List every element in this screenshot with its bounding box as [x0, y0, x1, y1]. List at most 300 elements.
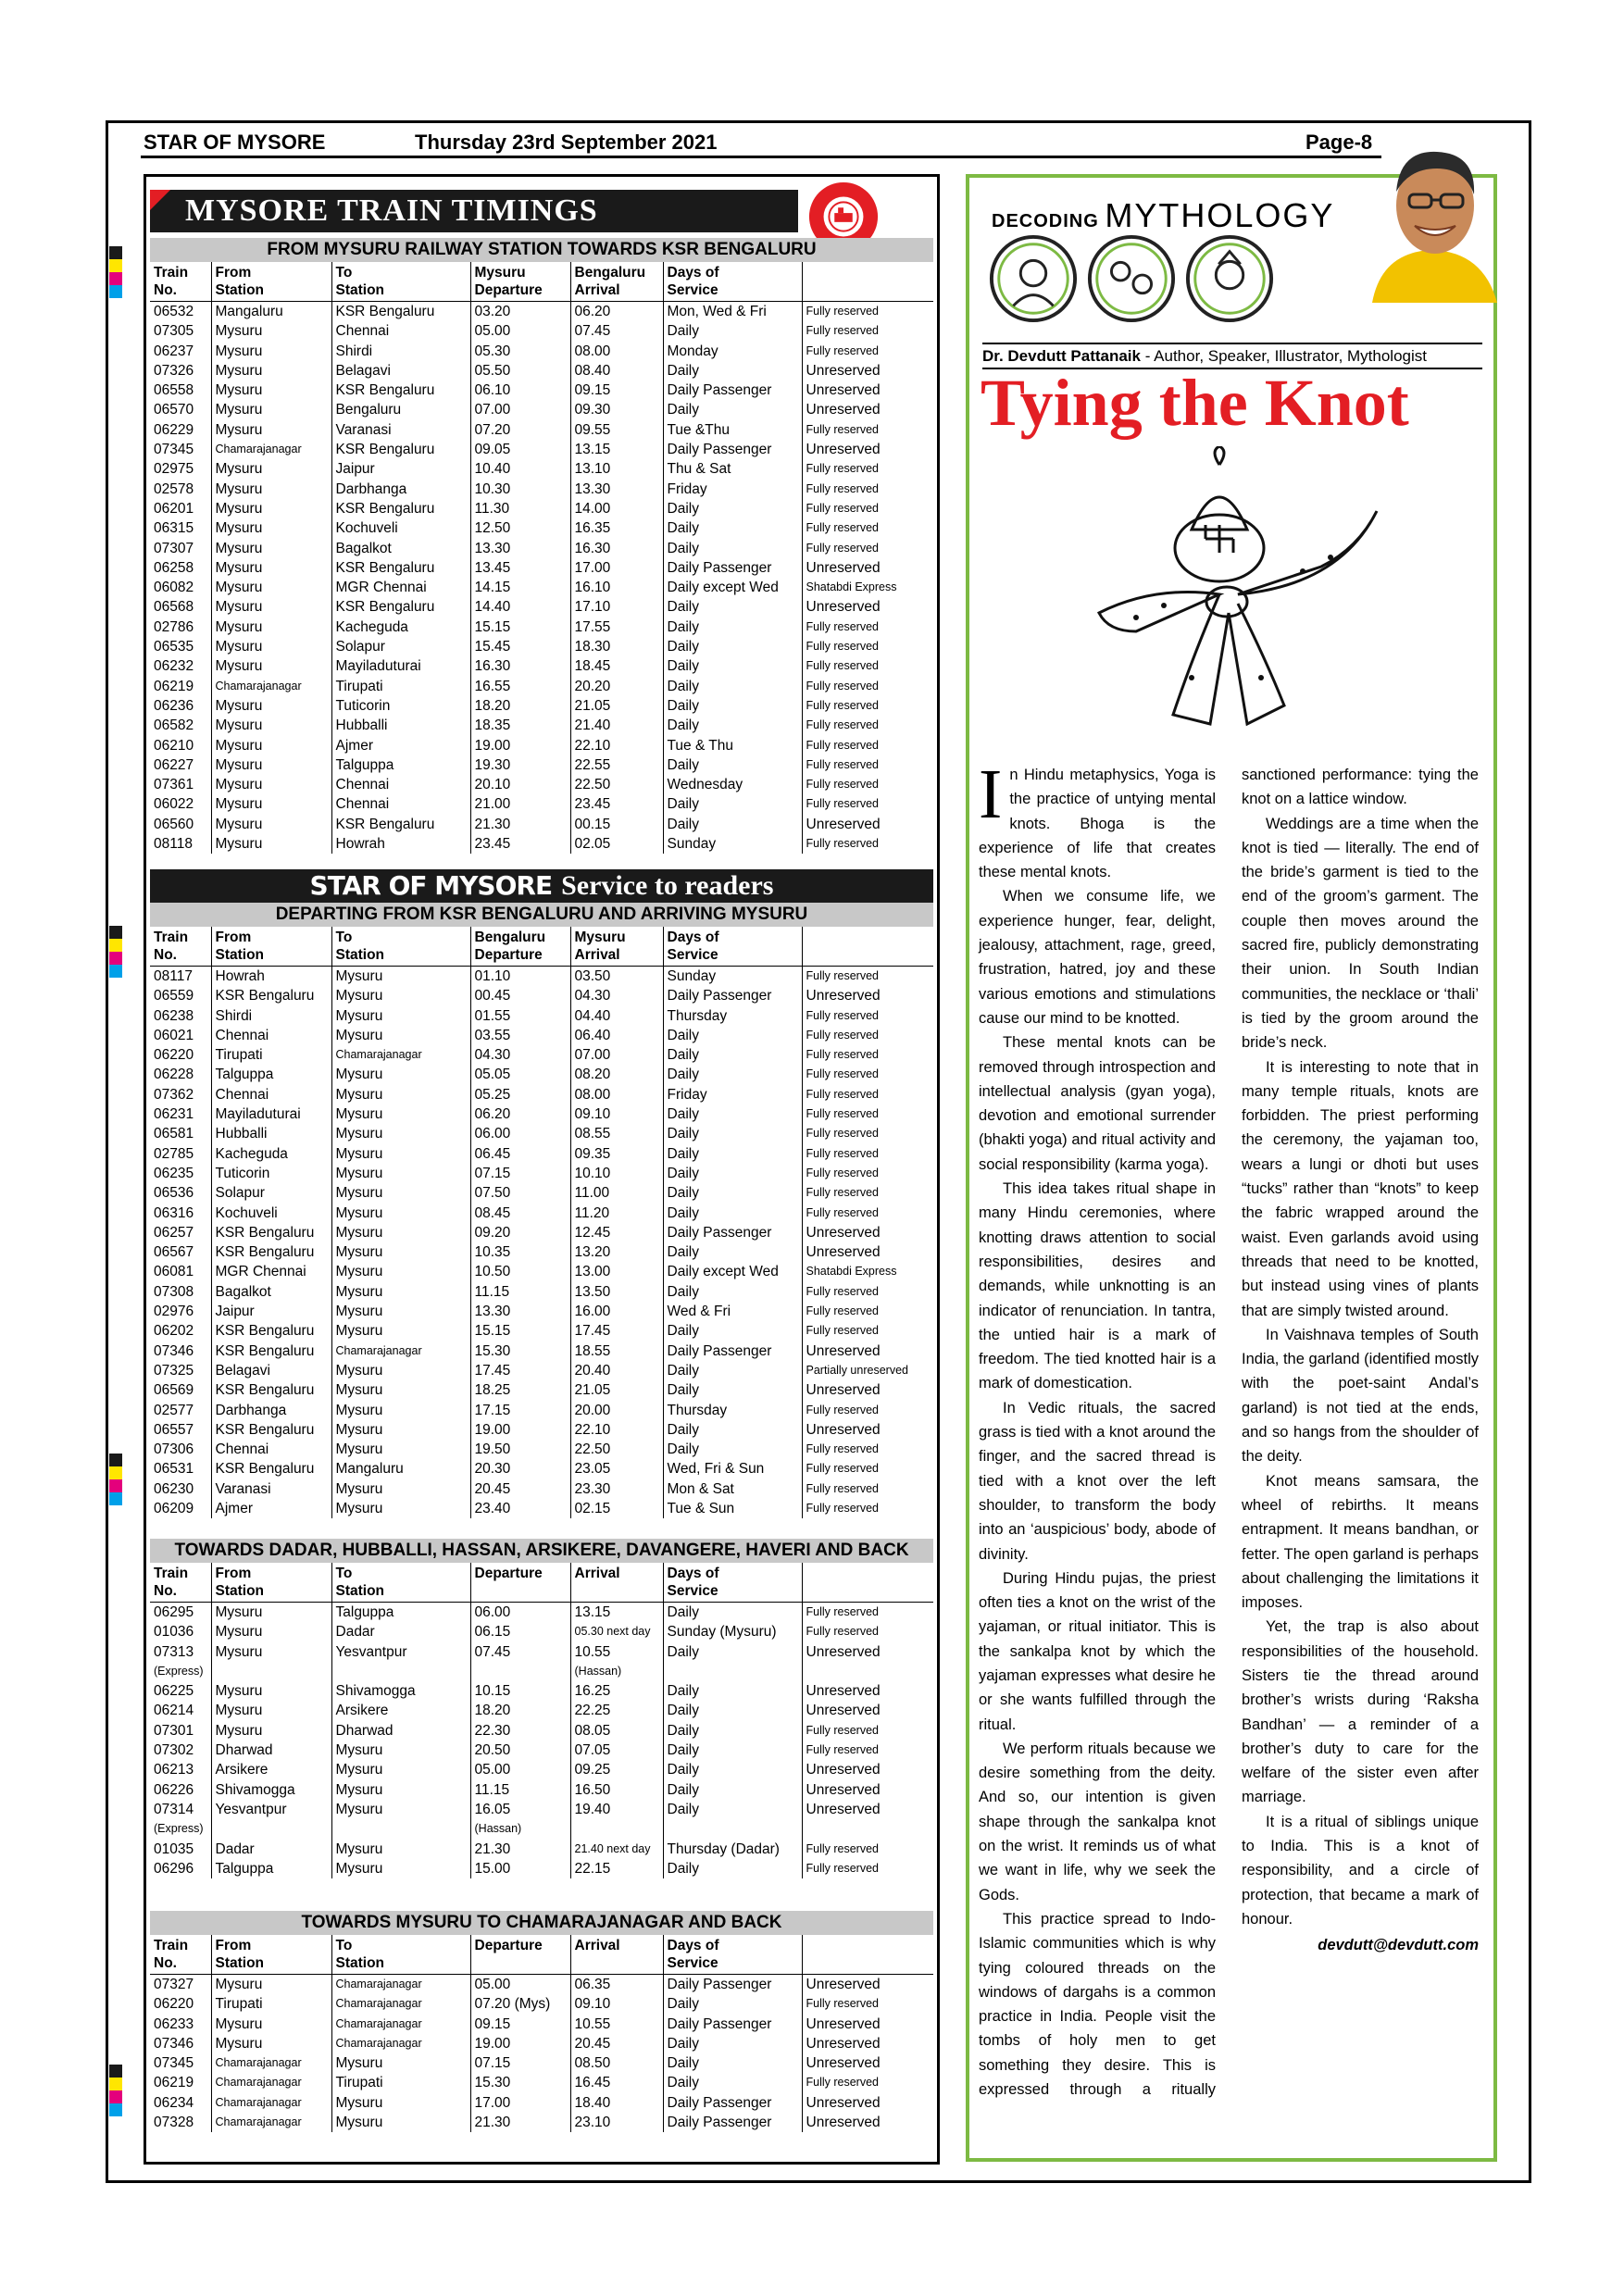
- table-cell: 03.50: [570, 967, 663, 987]
- table-cell: Solapur: [211, 1183, 331, 1203]
- table-cell: 03.20: [470, 302, 570, 322]
- table-cell: KSR Bengaluru: [211, 1459, 331, 1479]
- table-cell: 07.15: [470, 1164, 570, 1183]
- table-cell: 16.55: [470, 677, 570, 696]
- table-cell: 00.45: [470, 986, 570, 1005]
- article-paragraph: Weddings are a time when the knot is tied — literally. The end of the bride’s garment is tied to the end of the groom’s garment. The couple then moves around the sacred fire, publicly demonstrating their union. In South Indian communities, the necklace or ‘thali’ is tied by the groom around the bride’s neck.: [1242, 815, 1479, 1052]
- table-cell: 20.20: [570, 677, 663, 696]
- table-cell: 01036: [154, 1624, 194, 1641]
- table-cell: Mysuru: [211, 775, 331, 794]
- table-row: [150, 1380, 933, 1400]
- article-paragraph: This idea takes ritual shape in many Hindu ceremonies, where knotting draws attention to social responsibilities, desires and demands, while unknotting is an indicator of renunciation. In tantra, the untied hair is a mark of freedom. The tied knotted hair is a mark of domestication.: [979, 1180, 1216, 1392]
- table-row: [150, 1085, 933, 1104]
- table-cell: 16.45: [570, 2073, 663, 2092]
- table-cell: Unreserved: [802, 1341, 933, 1361]
- table-row: [150, 1204, 933, 1223]
- column-header: Arrival: [570, 1563, 663, 1603]
- table-cell: Mysuru: [211, 656, 331, 676]
- table-cell: Unreserved: [802, 1780, 933, 1800]
- table-cell: (Express): [154, 1664, 204, 1678]
- table-row: [150, 716, 933, 735]
- table-cell: 11.15: [470, 1780, 570, 1800]
- table-cell: 06568: [154, 599, 194, 616]
- table-cell: Chennai: [211, 1085, 331, 1104]
- table-cell: 15.15: [470, 1321, 570, 1341]
- table-cell: KSR Bengaluru: [211, 1380, 331, 1400]
- table-cell: Daily: [663, 1800, 802, 1819]
- table-cell: Chamarajanagar: [331, 2015, 470, 2034]
- table-cell: Daily: [663, 1204, 802, 1223]
- table-cell: Mysuru: [331, 1380, 470, 1400]
- table-cell: Daily: [663, 696, 802, 716]
- kicker-mythology: MYTHOLOGY: [1105, 196, 1335, 234]
- table-cell: 07308: [154, 1283, 194, 1300]
- section-title: TOWARDS MYSURU TO CHAMARAJANAGAR AND BACK: [150, 1911, 933, 1935]
- table-cell: Daily: [663, 755, 802, 775]
- article-paragraph: During Hindu pujas, the priest often ties a knot on the wrist of the yajaman, or ritual initiator. This is the sankalpa knot by which the yajaman expresses what desire he or she wants fulfilled through the ritual.: [979, 1569, 1216, 1733]
- table-row: [150, 1479, 933, 1499]
- table-cell: Solapur: [331, 637, 470, 656]
- table-cell: 06569: [154, 1382, 194, 1399]
- table-cell: Daily: [663, 677, 802, 696]
- table-cell: 06209: [154, 1501, 194, 1517]
- goddess-medallion-icon: [988, 233, 1079, 324]
- column-header: [802, 927, 933, 967]
- table-cell: MGR Chennai: [331, 578, 470, 597]
- column-kicker: [992, 196, 1334, 235]
- table-cell: Shirdi: [211, 1006, 331, 1026]
- table-cell: 06225: [154, 1683, 194, 1700]
- table-cell: Dharwad: [211, 1741, 331, 1760]
- table-cell: 07327: [154, 1977, 194, 1992]
- table-cell: 18.20: [470, 696, 570, 716]
- table-cell: Mayiladuturai: [331, 656, 470, 676]
- column-header: Mysuru Departure: [470, 262, 570, 302]
- table-cell: 09.05: [470, 440, 570, 459]
- table-cell: Daily: [663, 518, 802, 538]
- column-header: From Station: [211, 1935, 331, 1975]
- column-header: Departure: [470, 1563, 570, 1603]
- table-row: [150, 2113, 933, 2132]
- table-cell: 18.55: [570, 1341, 663, 1361]
- table-cell: Daily: [663, 1124, 802, 1143]
- table-cell: 09.20: [470, 1223, 570, 1242]
- table-row: [150, 1701, 933, 1720]
- table-cell: Fully reserved: [802, 1164, 933, 1183]
- table-cell: 11.15: [470, 1282, 570, 1302]
- table-row: [150, 558, 933, 578]
- table-cell: Fully reserved: [802, 755, 933, 775]
- table-cell: Chennai: [211, 1440, 331, 1459]
- table-cell: 21.00: [470, 794, 570, 814]
- table-cell: Daily: [663, 1642, 802, 1662]
- table-cell: Mysuru: [331, 1262, 470, 1281]
- table-cell: Fully reserved: [802, 1622, 933, 1641]
- table-cell: Mysuru: [331, 1420, 470, 1440]
- table-cell: Mysuru: [331, 1124, 470, 1143]
- table-cell: Dadar: [211, 1840, 331, 1859]
- table-cell: 07.50: [470, 1183, 570, 1203]
- table-cell: Fully reserved: [802, 1994, 933, 2014]
- column-header: To Station: [331, 1935, 470, 1975]
- table-cell: Unreserved: [802, 2113, 933, 2132]
- table-cell: Fully reserved: [802, 342, 933, 361]
- table-cell: 20.50: [470, 1741, 570, 1760]
- header-row: [150, 927, 933, 967]
- table-cell: Fully reserved: [802, 1603, 933, 1623]
- table-cell: Jaipur: [211, 1302, 331, 1321]
- page-number: Page-8: [1305, 131, 1373, 154]
- table-cell: Mysuru: [331, 1006, 470, 1026]
- table-cell: Mysuru: [211, 1642, 331, 1662]
- table-cell: [802, 1819, 933, 1839]
- table-cell: Howrah: [331, 834, 470, 854]
- table-cell: Daily: [663, 1164, 802, 1183]
- table-row: [150, 459, 933, 479]
- table-cell: Kacheguda: [211, 1144, 331, 1164]
- table-cell: Fully reserved: [802, 1499, 933, 1518]
- article-paragraph: These mental knots can be removed through introspection and intellectual analysis (gyan yoga), devotion and emotional surrender (bhakti yoga) and ritual activity and social responsibility (karma yoga).: [979, 1034, 1216, 1173]
- table-cell: Fully reserved: [802, 967, 933, 987]
- table-row: [150, 1242, 933, 1262]
- table-cell: 04.30: [470, 1045, 570, 1065]
- table-row: [150, 1603, 933, 1623]
- table-cell: 21.30: [470, 1840, 570, 1859]
- table-cell: Tirupati: [331, 677, 470, 696]
- table-cell: 21.40: [570, 716, 663, 735]
- table-cell: 02.15: [570, 1499, 663, 1518]
- table-row: [150, 2073, 933, 2092]
- table-cell: Mysuru: [211, 459, 331, 479]
- table-cell: 06.20: [470, 1104, 570, 1124]
- article-paragraph: Knot means samsara, the wheel of rebirths. It means entrapment. It means bandhan, or fetter. The open garland is perhaps about challenging the limitations it imposes.: [1242, 1472, 1479, 1612]
- table-cell: 08.20: [570, 1065, 663, 1084]
- table-cell: Mysuru: [331, 1479, 470, 1499]
- table-cell: Daily: [663, 321, 802, 341]
- table-row: [150, 1065, 933, 1084]
- table-row: [150, 1840, 933, 1859]
- table-cell: Unreserved: [802, 1223, 933, 1242]
- table-cell: Chamarajanagar: [211, 2113, 331, 2132]
- table-cell: 06230: [154, 1480, 194, 1497]
- table-cell: Unreserved: [802, 815, 933, 834]
- table-cell: 23.10: [570, 2113, 663, 2132]
- author-role: - Author, Speaker, Illustrator, Mythologist: [1141, 347, 1427, 365]
- table-cell: 07326: [154, 362, 194, 379]
- table-cell: 06219: [154, 678, 194, 694]
- table-cell: Mysuru: [211, 499, 331, 518]
- table-cell: Daily: [663, 1760, 802, 1779]
- table-cell: Chamarajanagar: [211, 677, 331, 696]
- table-row: [150, 1124, 933, 1143]
- table-cell: 06220: [154, 1996, 194, 2013]
- banner-corner-accent: [150, 190, 170, 210]
- column-header: To Station: [331, 927, 470, 967]
- table-cell: Daily: [663, 1780, 802, 1800]
- table-cell: 07301: [154, 1722, 194, 1739]
- table-row: [150, 342, 933, 361]
- table-row: [150, 2034, 933, 2053]
- column-header: Train No.: [150, 927, 211, 967]
- table-cell: 06570: [154, 402, 194, 418]
- table-row: [150, 1859, 933, 1878]
- table-cell: Jaipur: [331, 459, 470, 479]
- table-cell: Bagalkot: [211, 1282, 331, 1302]
- table-cell: 07.00: [470, 400, 570, 419]
- table-cell: 02578: [154, 480, 194, 497]
- table-cell: Mysuru: [211, 361, 331, 381]
- header-row: [150, 1563, 933, 1603]
- table-cell: Ajmer: [331, 736, 470, 755]
- column-header: Days of Service: [663, 1563, 802, 1603]
- table-cell: Mysuru: [211, 420, 331, 440]
- column-header: Bengaluru Arrival: [570, 262, 663, 302]
- table-cell: Mysuru: [331, 1223, 470, 1242]
- table-cell: 21.30: [470, 2113, 570, 2132]
- table-cell: 22.25: [570, 1701, 663, 1720]
- table-cell: Fully reserved: [802, 656, 933, 676]
- table-cell: 13.30: [470, 539, 570, 558]
- table-cell: Daily: [663, 2073, 802, 2092]
- author-portrait-icon: [1363, 141, 1502, 303]
- train-timings-title: MYSORE TRAIN TIMINGS: [185, 193, 598, 228]
- table-cell: Wed, Fri & Sun: [663, 1459, 802, 1479]
- table-cell: 17.00: [470, 2093, 570, 2113]
- table-row: [150, 1341, 933, 1361]
- table-cell: Mangaluru: [211, 302, 331, 322]
- table-cell: 07325: [154, 1362, 194, 1379]
- table-row: [150, 480, 933, 499]
- table-cell: Unreserved: [802, 1681, 933, 1701]
- table-cell: Thu & Sat: [663, 459, 802, 479]
- table-cell: 13.00: [570, 1262, 663, 1281]
- table-cell: Daily Passenger: [663, 1341, 802, 1361]
- table-cell: Fully reserved: [802, 1006, 933, 1026]
- table-cell: 16.30: [470, 656, 570, 676]
- table-cell: 10.15: [470, 1681, 570, 1701]
- table-cell: 06.20: [570, 302, 663, 322]
- table-row: [150, 1420, 933, 1440]
- table-cell: 07313: [154, 1643, 194, 1660]
- table-cell: Dadar: [331, 1622, 470, 1641]
- table-cell: Mysuru: [211, 342, 331, 361]
- table-cell: KSR Bengaluru: [211, 986, 331, 1005]
- table-cell: Mysuru: [211, 637, 331, 656]
- table-cell: 06557: [154, 1421, 194, 1438]
- table-cell: 07.20 (Mys): [470, 1994, 570, 2014]
- table-cell: Fully reserved: [802, 677, 933, 696]
- table-cell: Kacheguda: [331, 618, 470, 637]
- article-paragraph: When we consume life, we experience hunger, fear, delight, jealousy, attachment, rage, greed, frustration, hatred, joy and these various emotions and stimulations cause our mind to be knotted.: [979, 888, 1216, 1027]
- table-cell: 02786: [154, 618, 194, 635]
- table-cell: Fully reserved: [802, 1183, 933, 1203]
- table-cell: 06226: [154, 1781, 194, 1798]
- table-cell: Fully reserved: [802, 420, 933, 440]
- table-cell: Tirupati: [331, 2073, 470, 2092]
- table-cell: Tue & Sun: [663, 1499, 802, 1518]
- table-cell: Mysuru: [211, 794, 331, 814]
- table-cell: 06295: [154, 1604, 194, 1620]
- table-cell: Mayiladuturai: [211, 1104, 331, 1124]
- table-cell: Daily Passenger: [663, 381, 802, 400]
- table-cell: 16.05: [470, 1800, 570, 1819]
- table-row: [150, 1282, 933, 1302]
- table-cell: 06022: [154, 796, 194, 813]
- table-cell: 16.30: [570, 539, 663, 558]
- section-title: FROM MYSURU RAILWAY STATION TOWARDS KSR BENGALURU: [150, 238, 933, 262]
- table-cell: 15.15: [470, 618, 570, 637]
- table-cell: 15.30: [470, 1341, 570, 1361]
- table-cell: Daily: [663, 400, 802, 419]
- table-cell: 06315: [154, 520, 194, 537]
- table-row: [150, 578, 933, 597]
- table-cell: 06238: [154, 1007, 194, 1024]
- table-cell: 07346: [154, 1342, 194, 1359]
- table-cell: 16.10: [570, 578, 663, 597]
- table-cell: KSR Bengaluru: [331, 302, 470, 322]
- table-cell: 06535: [154, 639, 194, 655]
- table-cell: 06582: [154, 718, 194, 734]
- table-cell: Daily: [663, 361, 802, 381]
- table-cell: 10.40: [470, 459, 570, 479]
- table-cell: Mysuru: [211, 1681, 331, 1701]
- table-cell: Mysuru: [331, 1440, 470, 1459]
- table-cell: 17.45: [470, 1361, 570, 1380]
- table-cell: Fully reserved: [802, 302, 933, 322]
- table-cell: 22.10: [570, 736, 663, 755]
- table-cell: Thursday (Dadar): [663, 1840, 802, 1859]
- table-cell: Tirupati: [211, 1994, 331, 2014]
- table-cell: 07346: [154, 2035, 194, 2052]
- table-cell: Friday: [663, 480, 802, 499]
- table-cell: Bengaluru: [331, 400, 470, 419]
- table-cell: 11.20: [570, 1204, 663, 1223]
- table-cell: Mysuru: [331, 1085, 470, 1104]
- column-header: From Station: [211, 262, 331, 302]
- table-cell: Mysuru: [331, 1780, 470, 1800]
- table-cell: 20.45: [470, 1479, 570, 1499]
- table-cell: 01.55: [470, 1006, 570, 1026]
- table-cell: 18.45: [570, 656, 663, 676]
- table-cell: Daily: [663, 1104, 802, 1124]
- table-cell: Daily: [663, 637, 802, 656]
- table-cell: 22.30: [470, 1721, 570, 1741]
- table-cell: Chennai: [331, 794, 470, 814]
- table-cell: Fully reserved: [802, 321, 933, 341]
- table-cell: 06316: [154, 1204, 194, 1221]
- table-cell: Mysuru: [211, 2034, 331, 2053]
- table-cell: Mysuru: [211, 1622, 331, 1641]
- table-cell: 05.25: [470, 1085, 570, 1104]
- table-cell: 06.00: [470, 1603, 570, 1623]
- section-bengaluru-to-mysuru: [150, 869, 933, 1518]
- article-paragraph: It is interesting to note that in many temple rituals, knots are forbidden. The priest performing the ceremony, the yajaman too, wears a lungi or dhoti but uses “tucks” rather than “knots” to keep the fabric wrapped around the waist. Even garlands avoid using threads that need to be knotted, but instead using vines of plants that are simply twisted around.: [1242, 1058, 1479, 1319]
- table-row: [150, 1681, 933, 1701]
- table-cell: Mysuru: [331, 1321, 470, 1341]
- table-cell: 23.45: [470, 834, 570, 854]
- table-cell: Daily: [663, 1380, 802, 1400]
- table-row: [150, 1361, 933, 1380]
- table-cell: KSR Bengaluru: [211, 1420, 331, 1440]
- drop-cap: I: [979, 755, 1003, 833]
- table-cell: Daily: [663, 1859, 802, 1878]
- table-cell: 23.05: [570, 1459, 663, 1479]
- table-cell: Varanasi: [331, 420, 470, 440]
- table-row: [150, 794, 933, 814]
- table-cell: Chamarajanagar: [211, 2073, 331, 2092]
- table-cell: 07345: [154, 2055, 194, 2072]
- table-cell: Chamarajanagar: [211, 2053, 331, 2073]
- column-header: [802, 1935, 933, 1975]
- table-cell: 06532: [154, 304, 194, 319]
- table-cell: Sunday: [663, 834, 802, 854]
- table-cell: Fully reserved: [802, 499, 933, 518]
- table-cell: 07.00: [570, 1045, 663, 1065]
- table-cell: Thursday: [663, 1006, 802, 1026]
- article-paragraph: In Vedic rituals, the sacred grass is tied with a knot around the finger, and the sacred thread is tied with a knot over the left shoulder, to transform the body into an ‘auspicious’ body, abode of divinity.: [979, 1399, 1216, 1563]
- table-cell: Mysuru: [331, 1401, 470, 1420]
- table-cell: Chennai: [211, 1026, 331, 1045]
- table-cell: Daily: [663, 1361, 802, 1380]
- column-header: From Station: [211, 927, 331, 967]
- table-cell: 22.50: [570, 775, 663, 794]
- table-cell: Daily: [663, 656, 802, 676]
- table-cell: Chamarajanagar: [331, 1994, 470, 2014]
- table-cell: Howrah: [211, 967, 331, 987]
- paragraph-text: n Hindu metaphysics, Yoga is the practice of untying mental knots. Bhoga is the experience of life that creates these mental knots.: [979, 767, 1216, 881]
- table-cell: 20.10: [470, 775, 570, 794]
- table-cell: Darbhanga: [211, 1401, 331, 1420]
- table-cell: Mysuru: [331, 1282, 470, 1302]
- table-cell: Kochuveli: [331, 518, 470, 538]
- table-cell: 19.50: [470, 1440, 570, 1459]
- column-header: To Station: [331, 1563, 470, 1603]
- table-cell: 23.40: [470, 1499, 570, 1518]
- table-row: [150, 736, 933, 755]
- table-cell: Mysuru: [331, 1204, 470, 1223]
- table-cell: Partially unreserved: [802, 1361, 933, 1380]
- column-header: Mysuru Arrival: [570, 927, 663, 967]
- sage-medallion-icon: [1184, 233, 1275, 324]
- table-cell: 06210: [154, 737, 194, 754]
- table-cell: 16.25: [570, 1681, 663, 1701]
- table-cell: Daily Passenger: [663, 1223, 802, 1242]
- table-cell: Yesvantpur: [211, 1800, 331, 1819]
- table-cell: Daily: [663, 1420, 802, 1440]
- table-cell: 07.45: [470, 1642, 570, 1662]
- table-cell: Mysuru: [331, 1164, 470, 1183]
- table-cell: Tuticorin: [331, 696, 470, 716]
- table-cell: Daily: [663, 1321, 802, 1341]
- table-cell: Mysuru: [211, 578, 331, 597]
- table-cell: Unreserved: [802, 2034, 933, 2053]
- table-cell: Fully reserved: [802, 539, 933, 558]
- table-cell: 09.55: [570, 420, 663, 440]
- newspaper-name: STAR OF MYSORE: [144, 131, 326, 154]
- table-cell: Shivamogga: [211, 1780, 331, 1800]
- table-row: [150, 1440, 933, 1459]
- table-cell: 06231: [154, 1106, 194, 1123]
- table-row: [150, 755, 933, 775]
- table-cell: (Hassan): [470, 1819, 570, 1839]
- table-cell: Mysuru: [211, 755, 331, 775]
- table-cell: Daily Passenger: [663, 986, 802, 1005]
- table-cell: 06228: [154, 1067, 194, 1083]
- table-cell: [331, 1662, 470, 1681]
- table-cell: Fully reserved: [802, 459, 933, 479]
- table-cell: 05.00: [470, 1760, 570, 1779]
- table-row: [150, 2053, 933, 2073]
